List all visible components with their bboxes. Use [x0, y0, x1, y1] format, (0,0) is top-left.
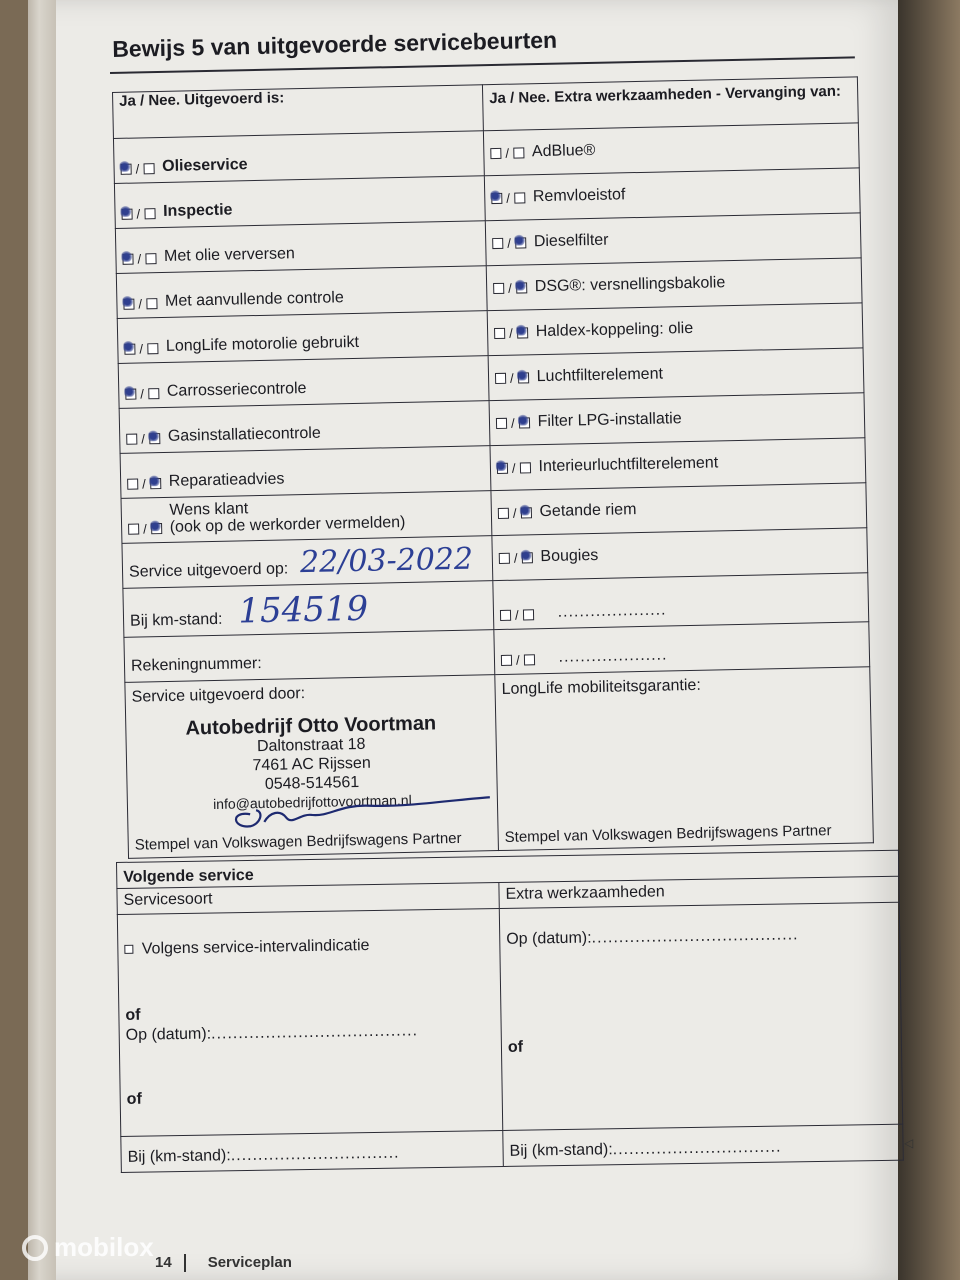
row-remvloeistof: / Remvloeistof [484, 168, 860, 221]
label-bij-km: Bij (km-stand): [127, 1147, 231, 1166]
label-dieselfilter: Dieselfilter [533, 231, 609, 251]
checkbox-ja[interactable] [491, 192, 502, 203]
row-gasinstallatie: / Gasinstallatiecontrole [119, 401, 490, 454]
checkbox-nee[interactable] [147, 343, 158, 354]
extra-options [499, 902, 902, 1130]
label-extra: Extra werkzaamheden [505, 883, 665, 903]
row-wens-klant: / Wens klant (ook op de werkorder vermelden) [121, 491, 492, 544]
op-datum-dots: ...................................... [210, 1022, 419, 1043]
handwritten-km-value: 154519 [237, 588, 369, 632]
page-number: 14 [155, 1254, 172, 1271]
footer-divider [184, 1254, 186, 1272]
label-haldex: Haldex-koppeling: olie [535, 319, 694, 341]
stamp-name: Autobedrijf Otto Voortman [185, 712, 437, 740]
stamp-city: 7461 AC Rijssen [252, 754, 371, 775]
label-partner-left: Stempel van Volkswagen Bedrijfswagens Partner [134, 829, 462, 854]
header-left-cell [113, 85, 484, 139]
label-inspectie: Inspectie [162, 201, 233, 220]
bij-km-dots: ............................... [612, 1138, 782, 1159]
label-rekening: Rekeningnummer: [130, 654, 262, 675]
op-datum-right[interactable] [500, 903, 900, 949]
checkbox-nee[interactable] [516, 282, 527, 293]
row-bougies: / Bougies [492, 528, 868, 581]
checkbox-nee[interactable] [519, 417, 530, 428]
checkbox-ja[interactable] [499, 552, 510, 563]
header-right: Ja / Nee. Extra werkzaamheden - Vervanging van: [489, 82, 842, 108]
row-haldex: / Haldex-koppeling: olie [487, 303, 863, 356]
signature [220, 787, 501, 833]
label-wens-klant: Wens klant [169, 500, 249, 519]
row-dsg: / DSG®: versnellingsbakolie [486, 258, 862, 311]
checkbox-ja[interactable] [496, 417, 507, 428]
label-garantie: LongLife mobiliteitsgarantie: [501, 676, 701, 698]
label-of-2: of [126, 1090, 142, 1108]
triangle-marker-icon: ◁ [904, 1136, 914, 1150]
checkbox-nee[interactable] [514, 192, 525, 203]
stamp-phone: 0548-514561 [264, 773, 360, 793]
checkbox-nee[interactable] [146, 298, 157, 309]
servicesoort-options [117, 908, 502, 1136]
label-bougies: Bougies [540, 546, 599, 566]
label-olieservice: Olieservice [162, 156, 248, 175]
next-service-form [116, 850, 904, 1173]
label-reparatie: Reparatieadvies [168, 470, 285, 490]
checkbox-nee[interactable] [149, 433, 160, 444]
checkbox-nee[interactable] [150, 478, 161, 489]
label-interval: Volgens service-intervalindicatie [141, 937, 370, 958]
service-form [112, 76, 874, 858]
row-met-olie: / Met olie verversen [115, 221, 486, 274]
checkbox-ja[interactable] [501, 655, 512, 666]
watermark-text: mobilox [54, 1232, 154, 1262]
row-luchtfilter: / Luchtfilterelement [488, 348, 864, 401]
bij-km-left-cell [121, 1130, 504, 1172]
header-right-cell [482, 77, 858, 131]
checkbox-ja[interactable] [121, 209, 132, 220]
row-carrosserie: / Carrosseriecontrole [118, 356, 489, 409]
bij-km-right-cell [503, 1124, 904, 1166]
checkbox-nee[interactable] [143, 163, 154, 174]
page-title: Bewijs 5 van uitgevoerde servicebeurten [112, 26, 558, 62]
row-blank-2: / .................... [494, 622, 870, 675]
next-service-heading: Volgende service [123, 866, 254, 886]
page-footer [155, 1254, 292, 1272]
label-of-3: of [507, 1038, 524, 1056]
label-servicesoort: Servicesoort [123, 890, 213, 909]
checkbox-ja[interactable] [125, 389, 136, 400]
row-aanvullende: / Met aanvullende controle [116, 266, 487, 319]
row-rekening [124, 630, 495, 683]
row-blank-1: / .................... [493, 573, 869, 630]
bij-km-left[interactable] [121, 1131, 502, 1167]
checkbox-ja[interactable] [121, 164, 132, 175]
row-olieservice: / Olieservice [113, 131, 484, 184]
watermark-logo-icon [22, 1235, 48, 1261]
handwritten-service-date: 22/03-2022 [299, 541, 474, 581]
label-dsg: DSG®: versnellingsbakolie [534, 274, 726, 296]
bij-km-dots: ............................... [230, 1144, 400, 1165]
checkbox-ja[interactable] [127, 479, 138, 490]
label-carrosserie: Carrosseriecontrole [166, 379, 307, 400]
checkbox-nee[interactable] [145, 253, 156, 264]
checkbox-nee[interactable] [521, 552, 532, 563]
label-partner-right: Stempel van Volkswagen Bedrijfswagens Partner [504, 822, 832, 846]
label-op-datum: Op (datum): [125, 1025, 212, 1044]
row-km-stand [123, 581, 494, 638]
row-getande: / Getande riem [491, 483, 867, 536]
row-reparatie: / Reparatieadvies [120, 446, 491, 499]
blank-line: .................... [557, 601, 667, 621]
row-longlife: / LongLife motorolie gebruikt [117, 311, 488, 364]
checkbox-ja[interactable] [122, 254, 133, 265]
row-lpg: / Filter LPG-installatie [489, 393, 865, 446]
label-interieur: Interieurluchtfilterelement [538, 454, 719, 476]
checkbox-ja[interactable] [497, 462, 508, 473]
checkbox-ja[interactable] [490, 147, 501, 158]
label-wens-klant-note: (ook op de werkorder vermelden) [169, 513, 406, 536]
checkbox-nee[interactable] [515, 237, 526, 248]
checkbox-interval[interactable] [124, 945, 133, 954]
row-inspectie: / Inspectie [114, 176, 485, 229]
header-left: Ja / Nee. Uitgevoerd is: [119, 89, 285, 110]
checkbox-ja[interactable] [493, 282, 504, 293]
label-adblue: AdBlue® [531, 141, 596, 161]
checkbox-nee[interactable] [513, 147, 524, 158]
checkbox-ja[interactable] [124, 344, 135, 355]
checkbox-nee[interactable] [520, 507, 531, 518]
label-service-date: Service uitgevoerd op: [128, 560, 289, 581]
checkbox-nee[interactable] [523, 654, 534, 665]
checkbox-ja[interactable] [126, 434, 137, 445]
checkbox-ja[interactable] [128, 524, 139, 535]
checkbox-ja[interactable] [500, 610, 511, 621]
footer-section: Serviceplan [207, 1254, 292, 1271]
row-service-date [122, 536, 493, 589]
checkbox-nee[interactable] [518, 372, 529, 383]
checkbox-ja[interactable] [495, 372, 506, 383]
label-of-1: of [125, 1006, 141, 1024]
stamp-street: Daltonstraat 18 [256, 735, 366, 756]
blank-line: .................... [558, 646, 668, 666]
option-interval[interactable] [118, 909, 500, 959]
label-km-stand: Bij km-stand: [129, 610, 223, 630]
label-remvloeistof: Remvloeistof [532, 186, 626, 206]
checkbox-ja[interactable] [498, 507, 509, 518]
stamp-email: info@autobedrijfottovoortman.nl [212, 791, 412, 813]
row-dieselfilter: / Dieselfilter [485, 213, 861, 266]
bij-km-right[interactable] [503, 1125, 902, 1161]
checkbox-nee[interactable] [144, 208, 155, 219]
checkbox-nee[interactable] [148, 388, 159, 399]
label-op-datum: Op (datum): [506, 929, 592, 948]
checkbox-nee[interactable] [151, 523, 162, 534]
checkbox-ja[interactable] [123, 299, 134, 310]
label-bij-km: Bij (km-stand): [509, 1141, 613, 1160]
checkbox-nee[interactable] [517, 327, 528, 338]
label-luchtfilter: Luchtfilterelement [536, 365, 664, 386]
row-adblue: / AdBlue® [483, 123, 859, 176]
checkbox-nee[interactable] [519, 462, 530, 473]
label-lpg: Filter LPG-installatie [537, 410, 682, 431]
page-edge [28, 0, 56, 1280]
label-longlife: LongLife motorolie gebruikt [165, 333, 360, 355]
label-met-olie: Met olie verversen [163, 245, 295, 265]
row-garantie [495, 667, 874, 851]
label-gasinstallatie: Gasinstallatiecontrole [167, 424, 321, 445]
checkbox-ja[interactable] [492, 237, 503, 248]
watermark [22, 1232, 154, 1263]
row-uitgevoerd-door [125, 675, 499, 859]
row-interieur: / Interieurluchtfilterelement [490, 438, 866, 491]
checkbox-ja[interactable] [494, 327, 505, 338]
label-aanvullende: Met aanvullende controle [164, 289, 344, 310]
label-uitgevoerd-door: Service uitgevoerd door: [131, 685, 306, 706]
background-right [898, 0, 960, 1280]
op-datum-dots: ...................................... [591, 926, 799, 947]
label-getande: Getande riem [539, 501, 637, 521]
checkbox-nee[interactable] [523, 609, 534, 620]
